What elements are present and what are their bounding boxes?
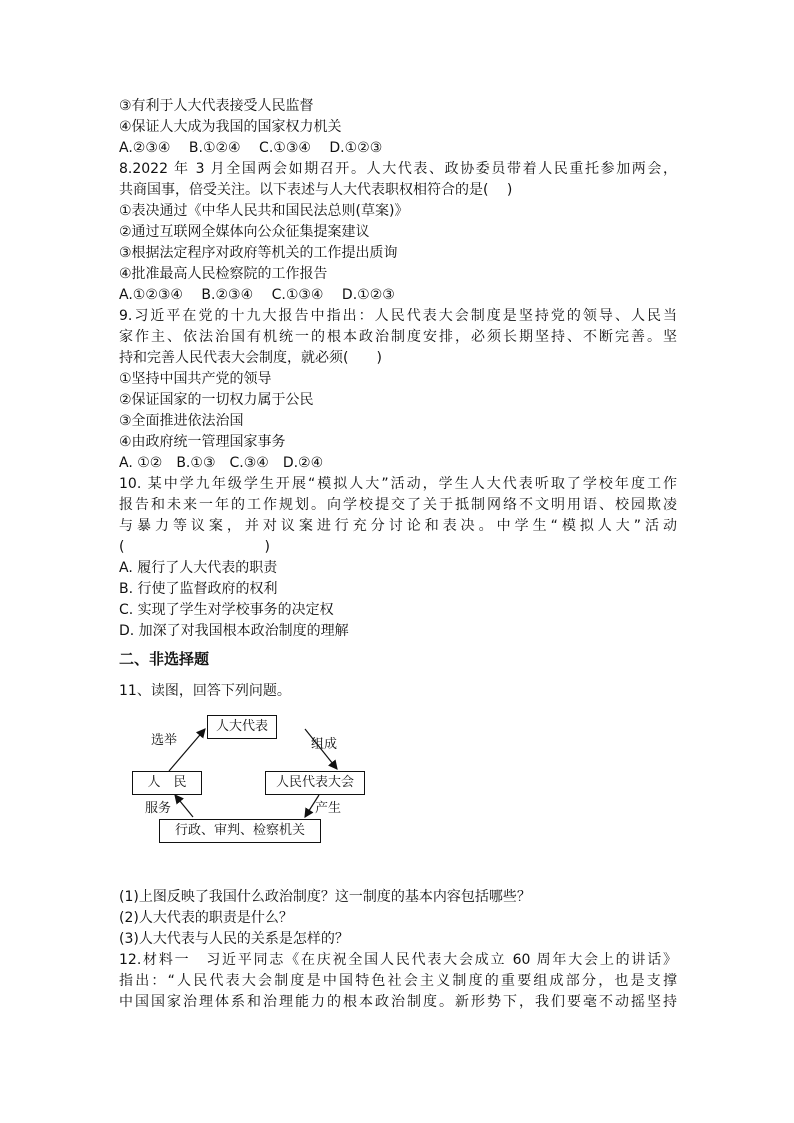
q10-option-b: B. 行使了监督政府的权利 [119, 581, 278, 597]
label-serve: 服务 [145, 801, 172, 816]
q10-option-d: D. 加深了对我国根本政治制度的理解 [119, 623, 349, 639]
q9-choices: A. ①② B.①③ C.③④ D.②④ [119, 455, 324, 471]
q8-option-1: ①表决通过《中华人民共和国民法总则(草案)》 [119, 203, 409, 219]
q8-option-3: ③根据法定程序对政府等机关的工作提出质询 [119, 245, 398, 261]
q10-stem-line-1: 10. 某中学九年级学生开展“模拟人大”活动，学生人大代表听取了学校年度工作 [119, 476, 677, 492]
q11-question-3: (3)人大代表与人民的关系是怎样的？ [119, 931, 349, 947]
q9-option-4: ④由政府统一管理国家事务 [119, 434, 286, 450]
q8-choices: A.①②③④ B.②③④ C.①③④ D.①②③ [119, 287, 395, 303]
box-state-organs: 行政、审判、检察机关 [159, 819, 321, 843]
label-form: 组成 [311, 737, 338, 752]
people-congress-diagram [119, 707, 409, 857]
section-heading: 二、非选择题 [119, 650, 210, 668]
q8-stem-line-1: 8.2022 年 3 月全国两会如期召开。人大代表、政协委员带着人民重托参加两会， [119, 161, 677, 177]
q11-question-2: (2)人大代表的职责是什么？ [119, 910, 293, 926]
q9-option-2: ②保证国家的一切权力属于公民 [119, 392, 314, 408]
q7-option-4: ④保证人大成为我国的国家权力机关 [119, 119, 342, 135]
q10-option-c: C. 实现了学生对学校事务的决定权 [119, 602, 334, 618]
q8-stem-line-2: 共商国事，倍受关注。以下表述与人大代表职权相符合的是( ) [119, 182, 513, 198]
q11-stem: 11、读图，回答下列问题。 [119, 683, 291, 699]
q12-line-3: 中国国家治理体系和治理能力的根本政治制度。新形势下，我们要毫不动摇坚持 [119, 994, 677, 1010]
box-peoples-congress: 人民代表大会 [265, 771, 365, 795]
q8-option-2: ②通过互联网全媒体向公众征集提案建议 [119, 224, 370, 240]
q11-question-1: (1)上图反映了我国什么政治制度？这一制度的基本内容包括哪些？ [119, 889, 531, 905]
q9-stem-line-2: 家作主、依法治国有机统一的根本政治制度安排，必须长期坚持、不断完善。坚 [119, 329, 677, 345]
q9-stem-line-3: 持和完善人民代表大会制度，就必须( ) [119, 350, 382, 366]
q10-option-a: A. 履行了人大代表的职责 [119, 560, 278, 576]
arrow-serve [175, 795, 193, 817]
q10-stem-line-2: 报告和未来一年的工作规划。向学校提交了关于抵制网络不文明用语、校园欺凌 [119, 497, 677, 513]
box-people: 人 民 [132, 771, 202, 795]
label-elect: 选举 [151, 733, 178, 748]
q9-option-3: ③全面推进依法治国 [119, 413, 244, 429]
q10-stem-line-3: 与暴力等议案，并对议案进行充分讨论和表决。中学生“模拟人大”活动 [119, 518, 677, 534]
q9-option-1: ①坚持中国共产党的领导 [119, 371, 272, 387]
q8-option-4: ④批准最高人民检察院的工作报告 [119, 266, 328, 282]
box-npc-deputies: 人大代表 [207, 715, 277, 739]
label-produce: 产生 [315, 801, 342, 816]
q7-choices: A.②③④ B.①②④ C.①③④ D.①②③ [119, 140, 383, 156]
q9-stem-line-1: 9.习近平在党的十九大报告中指出：人民代表大会制度是坚持党的领导、人民当 [119, 308, 677, 324]
q12-line-2: 指出：“人民代表大会制度是中国特色社会主义制度的重要组成部分，也是支撑 [119, 973, 677, 989]
q10-answer-blank: ( ) [119, 539, 270, 555]
q12-line-1: 12.材料一 习近平同志《在庆祝全国人民代表大会成立 60 周年大会上的讲话》 [119, 952, 677, 968]
q7-option-3: ③有利于人大代表接受人民监督 [119, 98, 314, 114]
